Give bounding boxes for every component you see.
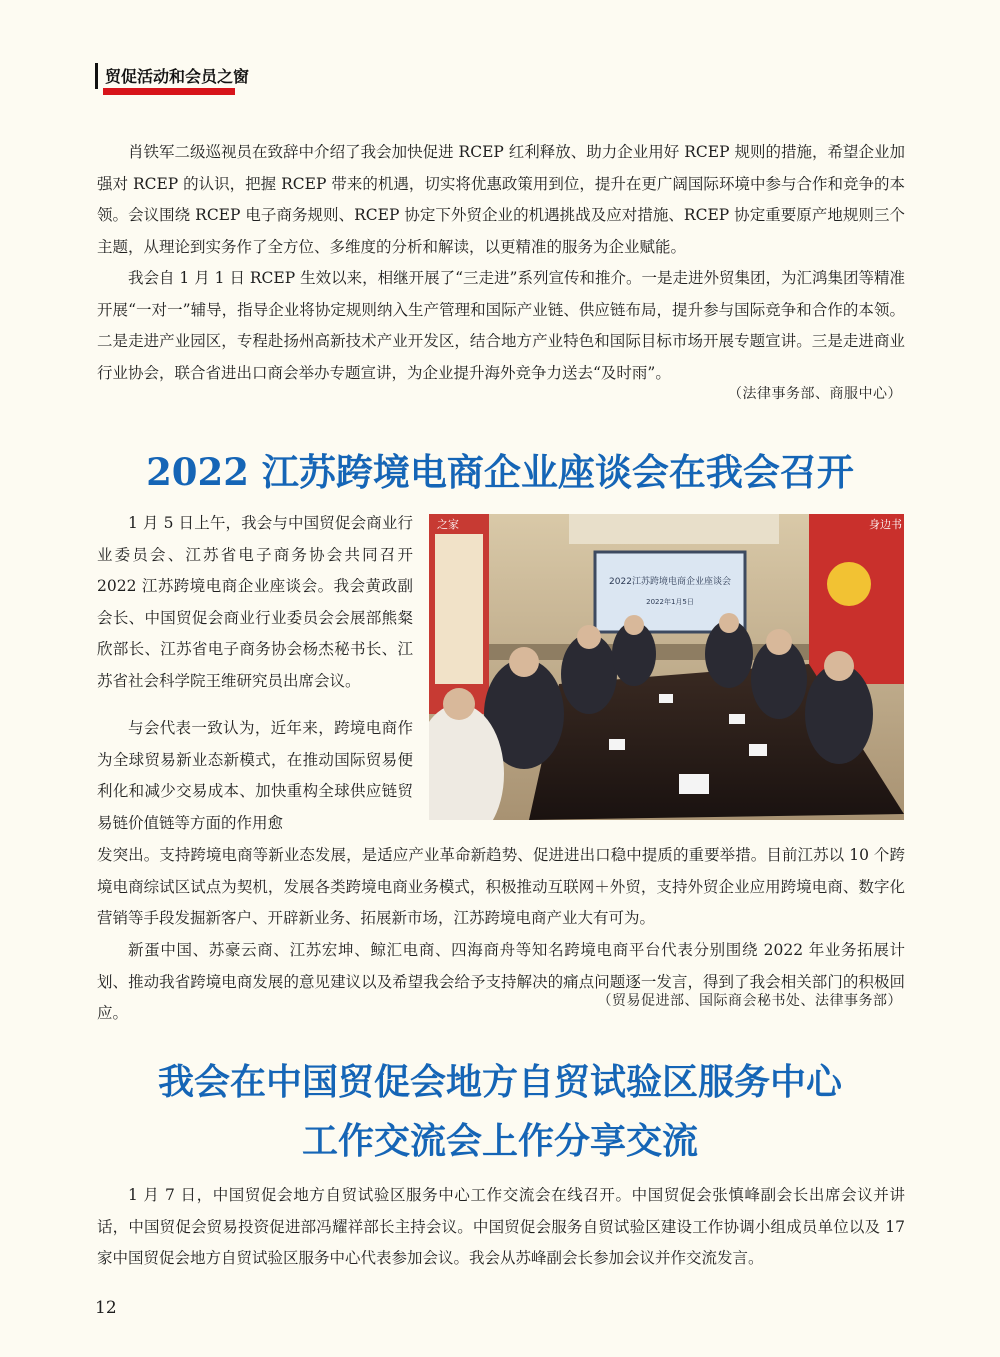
article2-attribution: （贸易促进部、国际商会秘书处、法律事务部） — [597, 993, 902, 1009]
meeting-photo — [429, 514, 904, 820]
header-accent-bar — [103, 88, 235, 95]
section-title: 贸促活动和会员之窗 — [105, 67, 250, 86]
article3-heading-line-1: 我会在中国贸促会地方自贸试验区服务中心 — [157, 1061, 842, 1103]
article3-heading-line-2: 工作交流会上作分享交流 — [301, 1120, 698, 1162]
screen-title: 2022江苏跨境电商企业座谈会 — [609, 577, 731, 587]
article1-paragraph-2: 我会自 1 月 1 日 RCEP 生效以来，相继开展了“三走进”系列宣传和推介。一是走进外贸集团，为汇鸿集团等精准开展“一对一”辅导，指导企业将协定规则纳入生产管理和国际产业链、供应链布局，提升参与国际竞争和合作的本领。二是走进产业园区，专程赴扬州高新技术产业开发区，结合地方产业特色和国际目标市场开展专题宣讲。三是走进商业行业协会，联合省进出口商会举办专题宣讲，为企业提升海外竞争力送去“及时雨”。 — [97, 269, 905, 382]
article3-paragraph-1: 1 月 7 日，中国贸促会地方自贸试验区服务中心工作交流会在线召开。中国贸促会张慎峰副会长出席会议并讲话，中国贸促会贸易投资促进部冯耀祥部长主持会议。中国贸促会服务自贸试验区建设工作协调小组成员单位以及 17 家中国贸促会地方自贸试验区服务中心代表参加会议。我会从苏峰副会长参加会议并作交流发言。 — [97, 1186, 905, 1267]
article2-paragraph-2: 与会代表一致认为，近年来，跨境电商作为全球贸易新业态新模式，在推动国际贸易便利化和减少交易成本、加快重构全球供应链贸易链价值链等方面的作用愈 — [97, 719, 413, 832]
banner-left-text: 之家 — [437, 518, 459, 531]
article1-attribution: （法律事务部、商服中心） — [728, 386, 902, 402]
article2-paragraph-2-continued: 发突出。支持跨境电商等新业态发展，是适应产业革命新趋势、促进进出口稳中提质的重要举措。目前江苏以 10 个跨境电商综试区试点为契机，发展各类跨境电商业务模式，积极推动互联网＋外贸，支持外贸企业应用跨境电商、数字化营销等手段发掘新客户、开辟新业务、拓展新市场，江苏跨境电商产业大有可为。 — [97, 846, 905, 927]
page-number: 12 — [95, 1298, 117, 1318]
meeting-photo-illustration — [429, 514, 904, 820]
article2-paragraph-3: 新蛋中国、苏豪云商、江苏宏坤、鲸汇电商、四海商舟等知名跨境电商平台代表分别围绕 2022 年业务拓展计划、推动我省跨境电商发展的意见建议以及希望我会给予支持解决的痛点问题逐一发言，得到了我会相关部门的积极回应。 — [97, 941, 905, 1022]
screen-subtitle: 2022年1月5日 — [646, 598, 694, 606]
article2-paragraph-1: 1 月 5 日上午，我会与中国贸促会商业行业委员会、江苏省电子商务协会共同召开 2022 江苏跨境电商企业座谈会。我会黄政副会长、中国贸促会商业行业委员会会展部熊粲欣部长、江苏省电子商务协会杨杰秘书长、江苏省社会科学院王维研究员出席会议。 — [97, 514, 413, 690]
header-divider — [95, 63, 98, 89]
banner-right-text: 身边书 — [869, 518, 902, 531]
article1-paragraph-1: 肖铁军二级巡视员在致辞中介绍了我会加快促进 RCEP 红利释放、助力企业用好 RCEP 规则的措施，希望企业加强对 RCEP 的认识，把握 RCEP 带来的机遇，切实将优惠政策用到位，提升在更广阔国际环境中参与合作和竞争的本领。会议围绕 RCEP 电子商务规则、RCEP 协定下外贸企业的机遇挑战及应对措施、RCEP 协定重要原产地规则三个主题，从理论到实务作了全方位、多维度的分析和解读，以更精准的服务为企业赋能。 — [97, 143, 905, 256]
article2-heading: 2022 江苏跨境电商企业座谈会在我会召开 — [146, 450, 854, 494]
